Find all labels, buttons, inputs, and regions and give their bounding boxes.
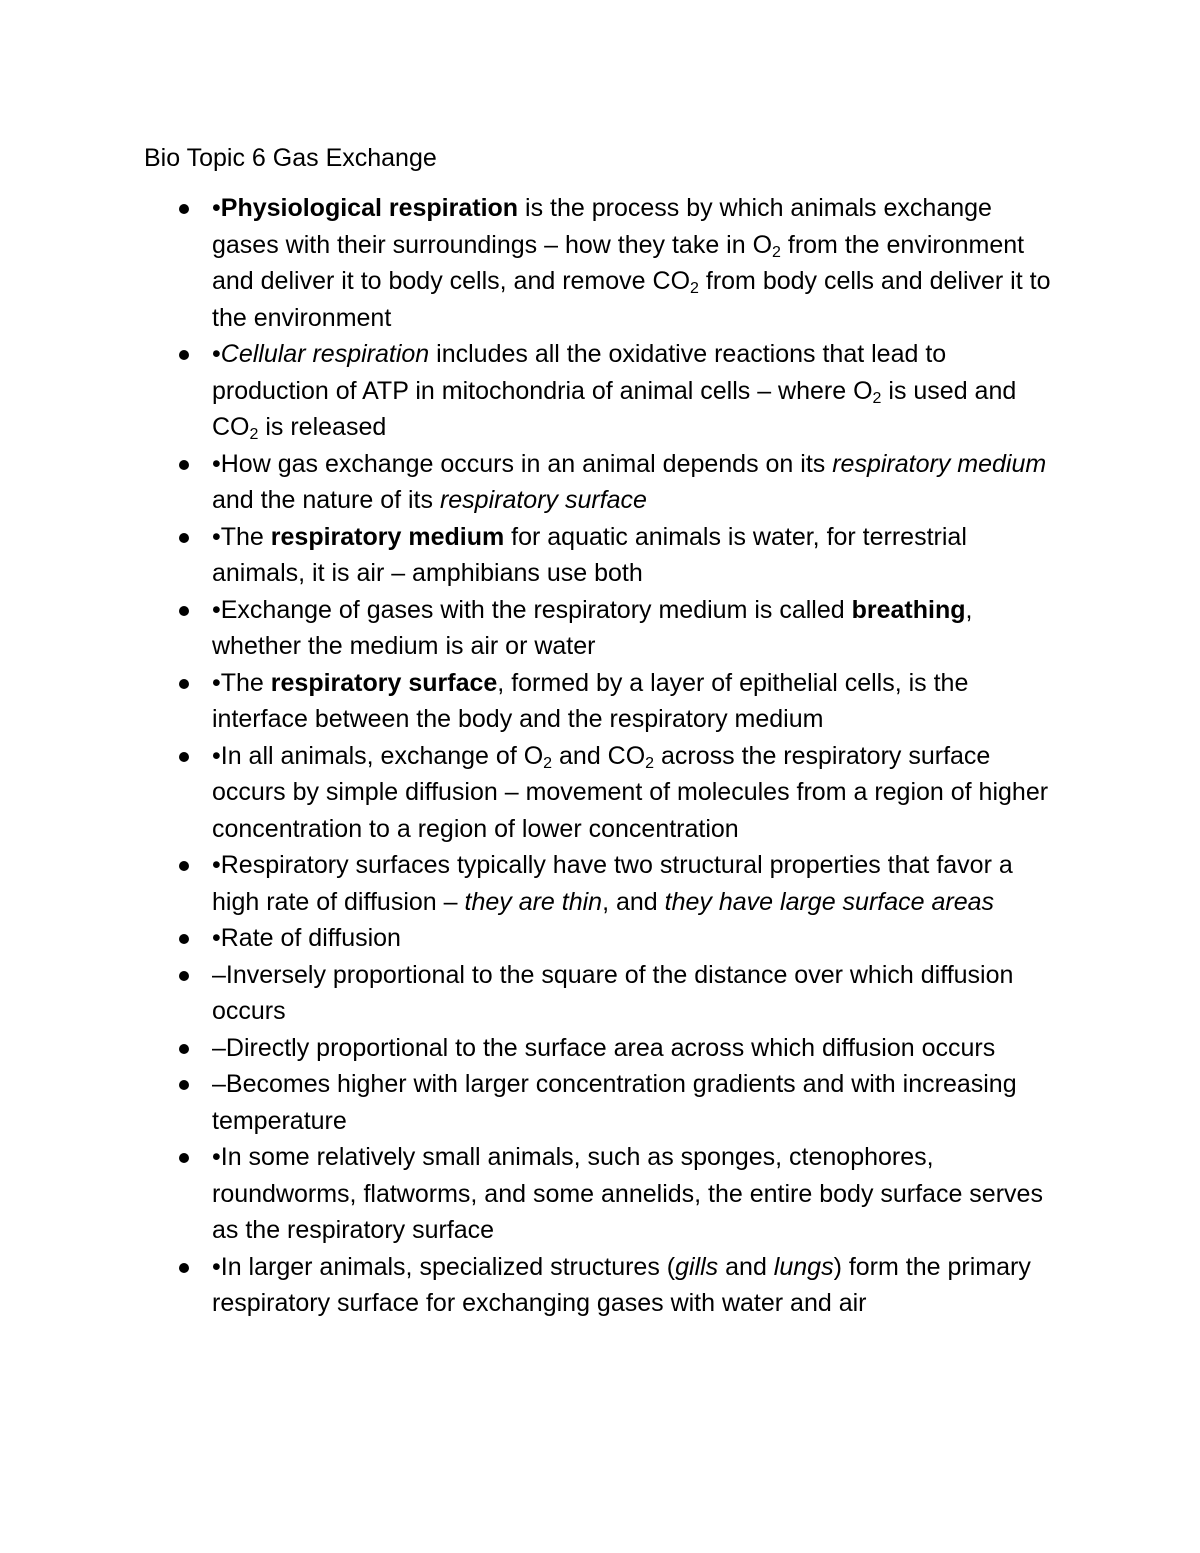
bullet-text: [212, 1070, 1017, 1135]
subscript: 2: [690, 280, 699, 297]
text-run: ) form the primary respiratory surface for exchanging gases with water and air: [212, 1252, 1031, 1317]
text-run: •Respiratory surfaces typically have two structural properties that favor a high rate of diffusion –: [212, 851, 1013, 916]
bullet-text: [212, 924, 401, 952]
bullet-icon: [179, 1263, 189, 1273]
bullet-icon: [179, 1080, 189, 1090]
text-run: , formed by a layer of epithelial cells, is the interface between the body and the respiratory medium: [212, 668, 969, 733]
bullet-icon: [179, 350, 189, 360]
text-run: •Exchange of gases with the respiratory medium is called: [212, 595, 852, 624]
bullet-list: [144, 190, 1064, 1322]
text-run: •In larger animals, specialized structures (: [212, 1252, 676, 1281]
text-run: –Becomes higher with larger concentration gradients and with increasing temperature: [212, 1070, 1017, 1135]
subscript: 2: [872, 389, 882, 407]
list-item: [144, 1066, 1064, 1139]
bullet-text: [212, 1253, 1031, 1318]
text-run: across the respiratory surface occurs by simple diffusion – movement of molecules from a region of higher concentration to a region of lower concentration: [212, 741, 1049, 843]
list-item: [144, 446, 1064, 519]
text-run: from the environment and deliver it to body cells, and remove CO: [212, 230, 1025, 295]
bullet-icon: [179, 752, 189, 762]
text-run: , and: [602, 887, 665, 916]
bullet-icon: [179, 204, 189, 214]
text-run: breathing: [851, 595, 966, 624]
list-item: [144, 1139, 1064, 1249]
bullet-text: [212, 961, 1013, 1026]
text-run: gills: [675, 1252, 719, 1281]
bullet-text: [212, 523, 967, 588]
bullet-icon: [179, 1153, 189, 1163]
text-run: is the process by which animals exchange gases with their surroundings – how they take in O: [212, 194, 992, 259]
bullet-icon: [179, 1044, 189, 1054]
text-run: is used and CO: [212, 376, 1017, 441]
text-run: they are thin: [464, 887, 603, 916]
text-run: •In some relatively small animals, such as sponges, ctenophores, roundworms, flatworms, and some annelids, the entire body surface serves as the respiratory surface: [212, 1143, 1043, 1244]
bullet-text: [212, 1143, 1043, 1244]
text-run: from body cells and deliver it to the environment: [212, 267, 1051, 332]
list-item: [144, 847, 1064, 920]
text-run: for aquatic animals is water, for terrestrial animals, it is air – amphibians use both: [212, 522, 967, 587]
text-run: lungs: [773, 1252, 834, 1281]
subscript: 2: [249, 426, 259, 443]
bullet-text: [212, 596, 972, 661]
text-run: is released: [258, 413, 387, 441]
bullet-text: [212, 1034, 995, 1062]
bullet-text: [212, 742, 1048, 843]
bullet-text: [212, 340, 1016, 441]
list-item: [144, 738, 1064, 848]
bullet-icon: [179, 679, 189, 689]
list-item: [144, 336, 1064, 446]
text-run: –Directly proportional to the surface area across which diffusion occurs: [212, 1033, 996, 1062]
text-run: respiratory surface: [439, 486, 647, 514]
list-item: [144, 1249, 1064, 1322]
text-run: •: [212, 194, 221, 222]
text-run: •The: [212, 668, 271, 697]
text-run: •Rate of diffusion: [212, 924, 401, 952]
bullet-icon: [179, 606, 189, 616]
bullet-icon: [179, 533, 189, 543]
text-run: •: [212, 340, 221, 368]
bullet-text: [212, 669, 968, 734]
text-run: –Inversely proportional to the square of the distance over which diffusion occurs: [212, 960, 1014, 1025]
text-run: they have large surface areas: [664, 887, 995, 916]
text-run: and CO: [552, 741, 646, 770]
subscript: 2: [543, 754, 553, 772]
bullet-text: [212, 194, 1050, 332]
list-item: [144, 957, 1064, 1030]
text-run: Physiological respiration: [220, 194, 519, 222]
text-run: includes all the oxidative reactions that lead to production of ATP in mitochondria of animal cells – where O: [212, 340, 947, 405]
bullet-text: [212, 851, 1013, 916]
list-item: [144, 1030, 1064, 1067]
subscript: 2: [772, 243, 781, 261]
text-run: respiratory surface: [270, 668, 498, 697]
bullet-icon: [179, 460, 189, 470]
text-run: respiratory medium: [832, 449, 1047, 478]
bullet-icon: [179, 971, 189, 981]
text-run: respiratory medium: [270, 522, 505, 551]
text-run: •The: [212, 522, 271, 551]
list-item: [144, 920, 1064, 957]
list-item: [144, 665, 1064, 738]
list-item: [144, 190, 1064, 336]
document-title: Bio Topic 6 Gas Exchange: [144, 144, 437, 172]
subscript: 2: [645, 754, 655, 772]
list-item: [144, 592, 1064, 665]
text-run: and: [718, 1252, 774, 1281]
list-item: [144, 519, 1064, 592]
text-run: •How gas exchange occurs in an animal depends on its: [212, 449, 833, 478]
bullet-icon: [179, 934, 189, 944]
text-run: and the nature of its: [212, 486, 440, 514]
bullet-text: [212, 450, 1046, 515]
bullet-icon: [179, 861, 189, 871]
text-run: , whether the medium is air or water: [212, 595, 973, 660]
text-run: •In all animals, exchange of O: [212, 741, 544, 770]
text-run: Cellular respiration: [220, 340, 430, 368]
